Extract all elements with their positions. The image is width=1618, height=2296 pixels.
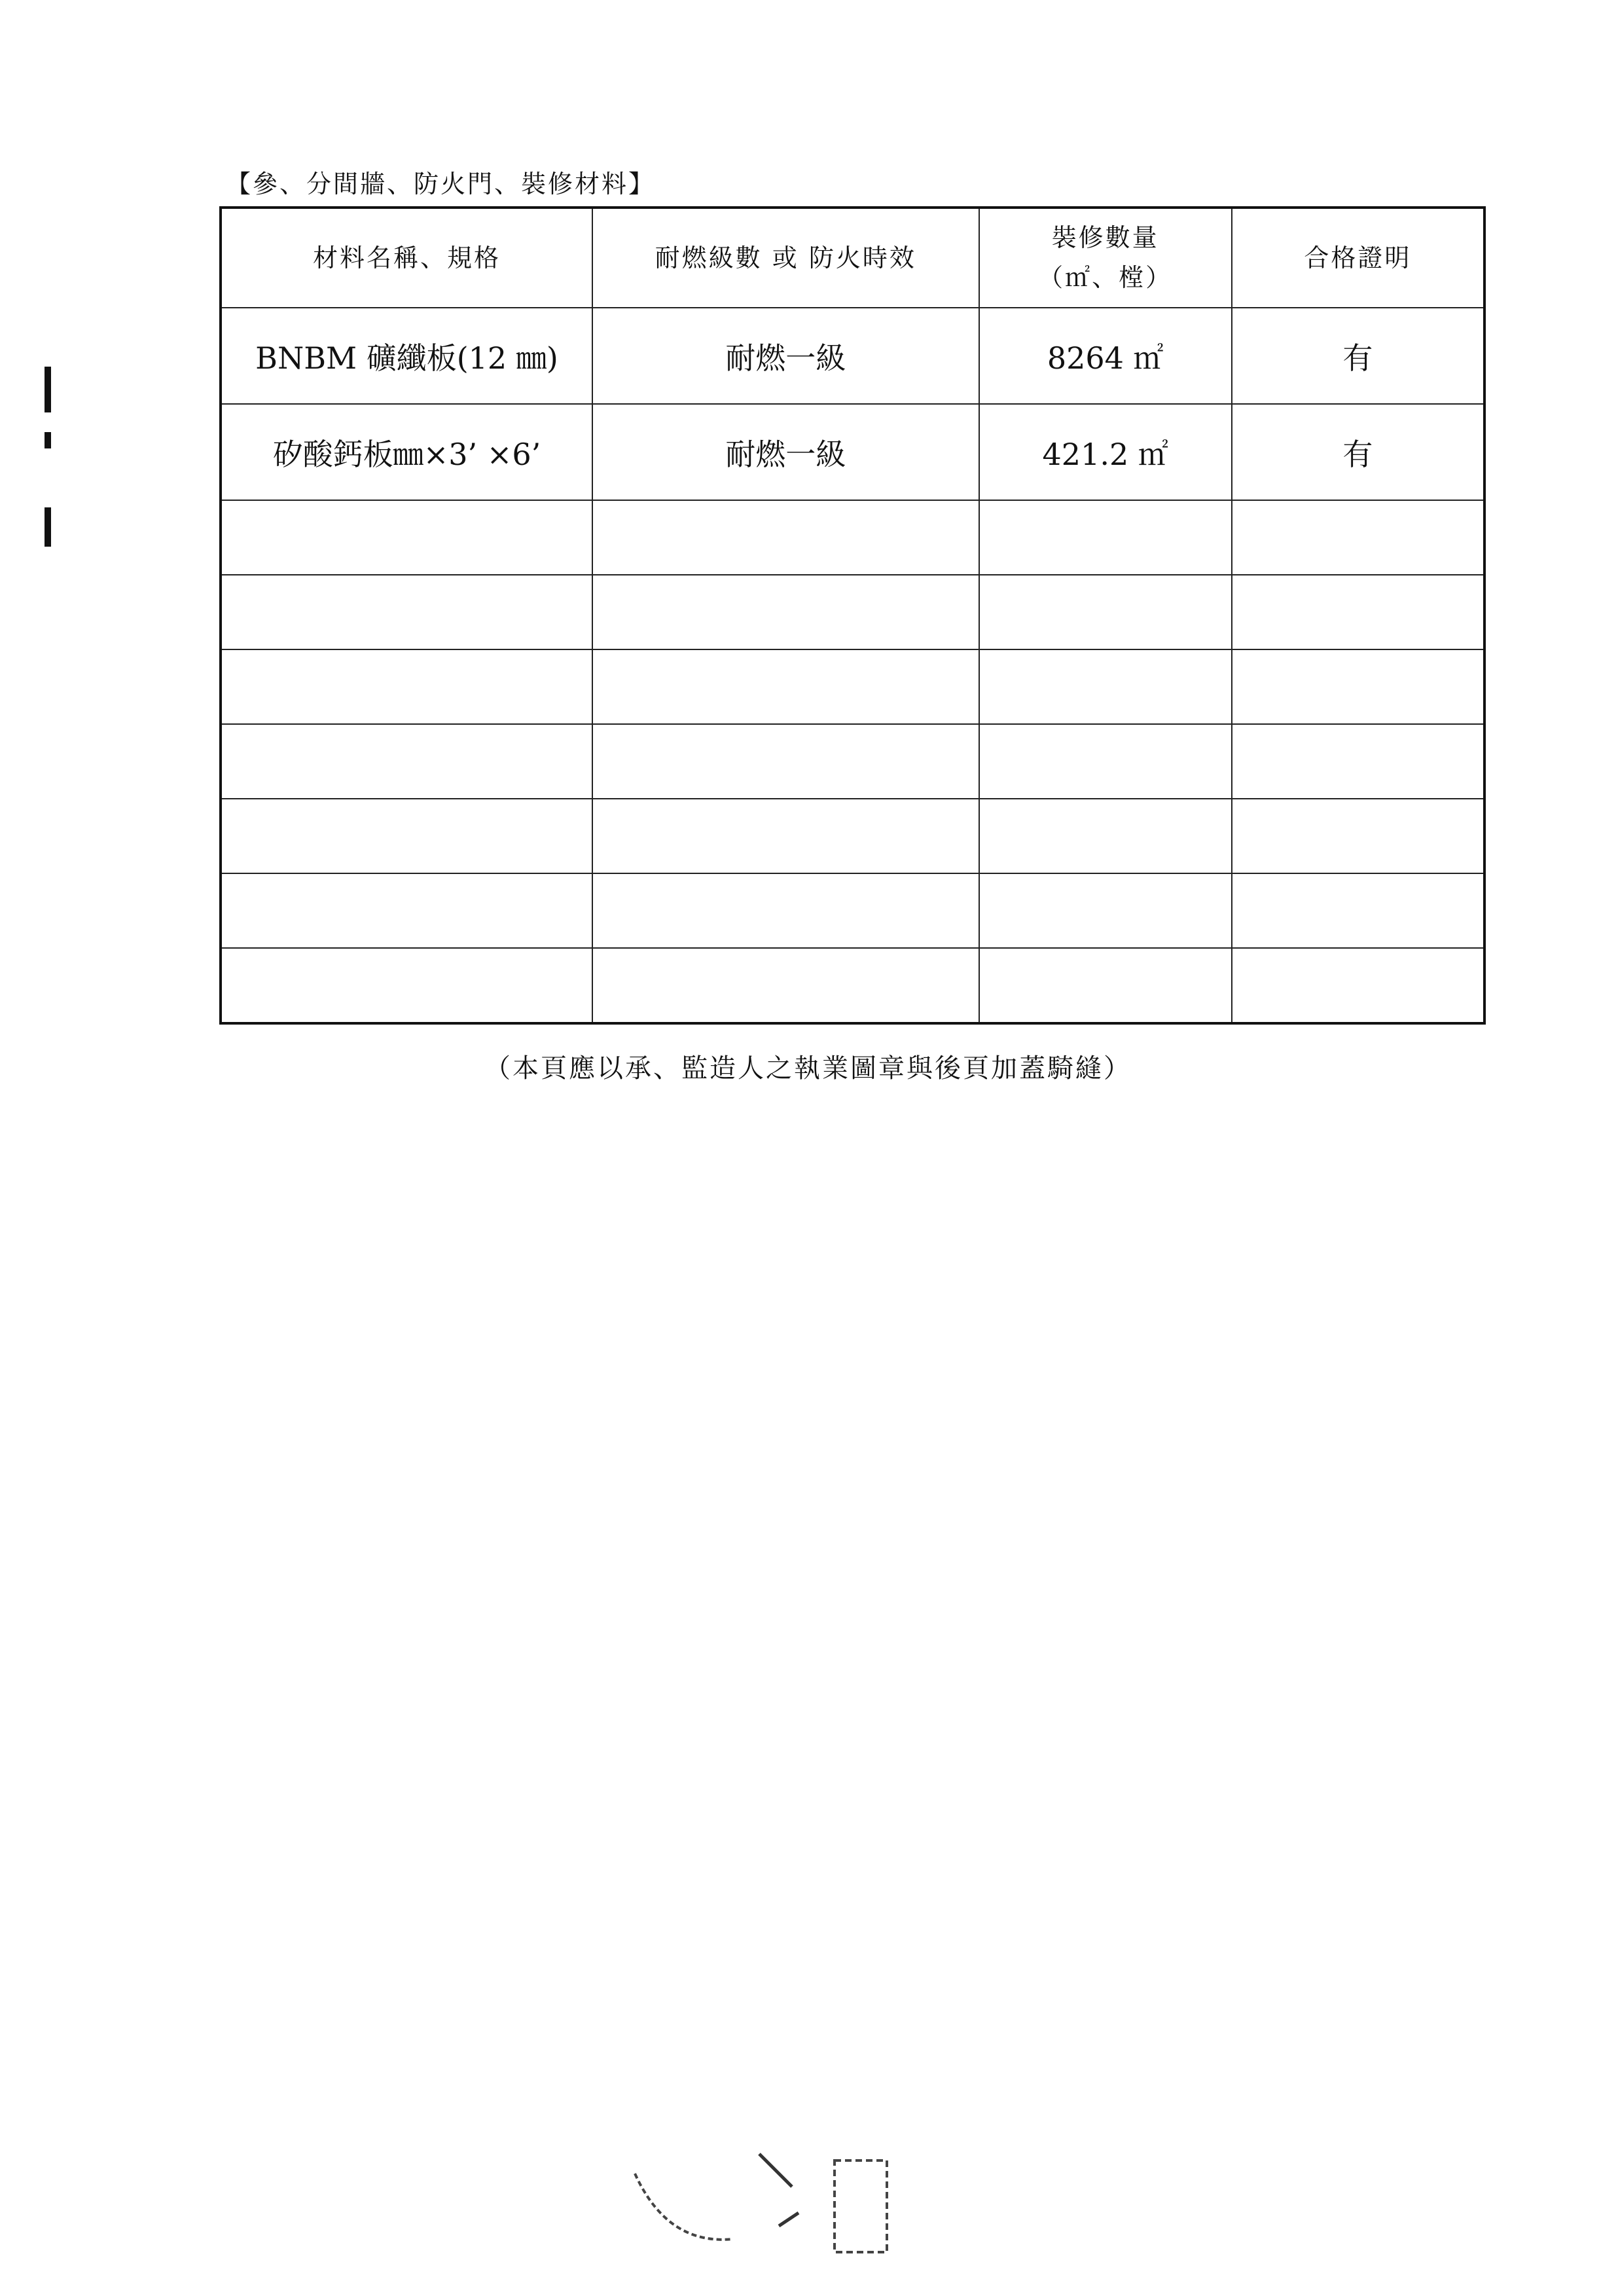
empty-cell [221, 724, 592, 799]
empty-cell [592, 575, 979, 649]
empty-cell [979, 948, 1232, 1023]
empty-row [221, 649, 1484, 724]
empty-cell [221, 799, 592, 873]
empty-cell [979, 575, 1232, 649]
empty-cell [592, 649, 979, 724]
header-certificate: 合格證明 [1232, 208, 1484, 308]
table-row [221, 308, 1484, 404]
cell-quantity: 421.2 ㎡ [979, 404, 1232, 500]
header-quantity [979, 208, 1232, 308]
empty-cell [592, 799, 979, 873]
empty-row [221, 724, 1484, 799]
cell-certificate: 有 [1232, 404, 1484, 500]
empty-cell [592, 724, 979, 799]
empty-cell [1232, 724, 1484, 799]
header-quantity-line2: （㎡、樘） [1038, 263, 1173, 292]
empty-cell [979, 500, 1232, 575]
empty-cell [221, 500, 592, 575]
section-heading: 【參、分間牆、防火門、裝修材料】 [226, 170, 656, 198]
partial-seal-stamp [622, 2147, 897, 2259]
empty-cell [979, 649, 1232, 724]
empty-cell [221, 649, 592, 724]
scan-artifact [45, 507, 51, 547]
empty-cell [1232, 575, 1484, 649]
scan-artifact [45, 367, 51, 412]
empty-cell [1232, 799, 1484, 873]
empty-cell [221, 575, 592, 649]
empty-cell [1232, 649, 1484, 724]
empty-cell [1232, 873, 1484, 948]
empty-cell [221, 873, 592, 948]
empty-cell [979, 873, 1232, 948]
cell-rating: 耐燃一級 [592, 404, 979, 500]
empty-cell [1232, 500, 1484, 575]
table-header-row [221, 208, 1484, 308]
empty-cell [592, 873, 979, 948]
header-material: 材料名稱、規格 [221, 208, 592, 308]
seal-instruction-note: （本頁應以承、監造人之執業圖章與後頁加蓋騎縫） [484, 1053, 1132, 1084]
empty-cell [979, 724, 1232, 799]
header-quantity-line1: 裝修數量 [1051, 223, 1159, 253]
table-row [221, 404, 1484, 500]
empty-cell [592, 500, 979, 575]
empty-cell [221, 948, 592, 1023]
empty-row [221, 948, 1484, 1023]
cell-quantity: 8264 ㎡ [979, 308, 1232, 404]
cell-rating: 耐燃一級 [592, 308, 979, 404]
empty-cell [1232, 948, 1484, 1023]
header-rating: 耐燃級數 或 防火時效 [592, 208, 979, 308]
cell-certificate: 有 [1232, 308, 1484, 404]
empty-cell [592, 948, 979, 1023]
empty-cell [979, 799, 1232, 873]
empty-row [221, 873, 1484, 948]
materials-table [219, 206, 1486, 1025]
empty-row [221, 575, 1484, 649]
cell-material: BNBM 礦纖板(12 ㎜) [221, 308, 592, 404]
scan-artifact [45, 432, 51, 448]
empty-row [221, 500, 1484, 575]
cell-material: 矽酸鈣板㎜×3’ ×6’ [221, 404, 592, 500]
empty-row [221, 799, 1484, 873]
